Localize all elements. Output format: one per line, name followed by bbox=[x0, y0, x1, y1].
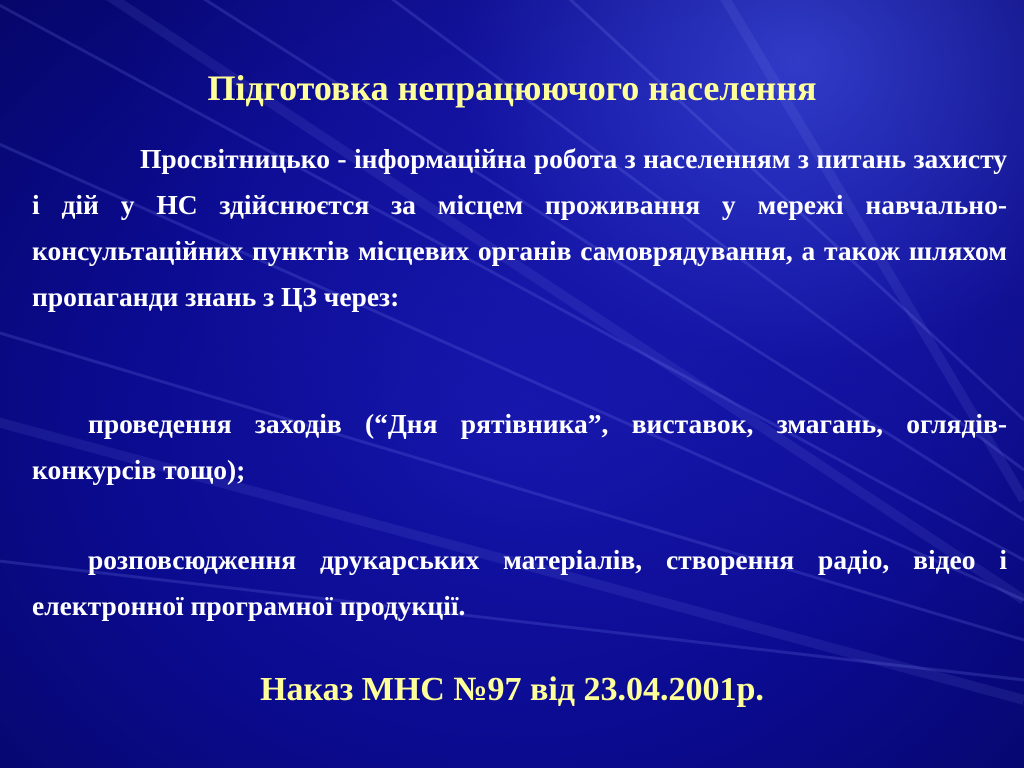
paragraph-intro: Просвітницько - інформаційна робота з населенням з питань захисту і дій у НС здійснюєтся за місцем проживання у мережі навчально-консультаційних пунктів місцевих органів самоврядування, а також шляхом пропаганди знань з ЦЗ через: bbox=[32, 143, 1007, 312]
paragraph-materials: розповсюдження друкарських матеріалів, створення радіо, відео і електронної програмної продукції. bbox=[32, 544, 1007, 621]
paragraph-events: проведення заходів (“Дня рятівника”, виставок, змагань, оглядів-конкурсів тощо); bbox=[32, 408, 1007, 485]
order-reference: Наказ МНС №97 від 23.04.2001р. bbox=[260, 671, 764, 708]
slide-title: Підготовка непрацюючого населення bbox=[207, 68, 817, 108]
